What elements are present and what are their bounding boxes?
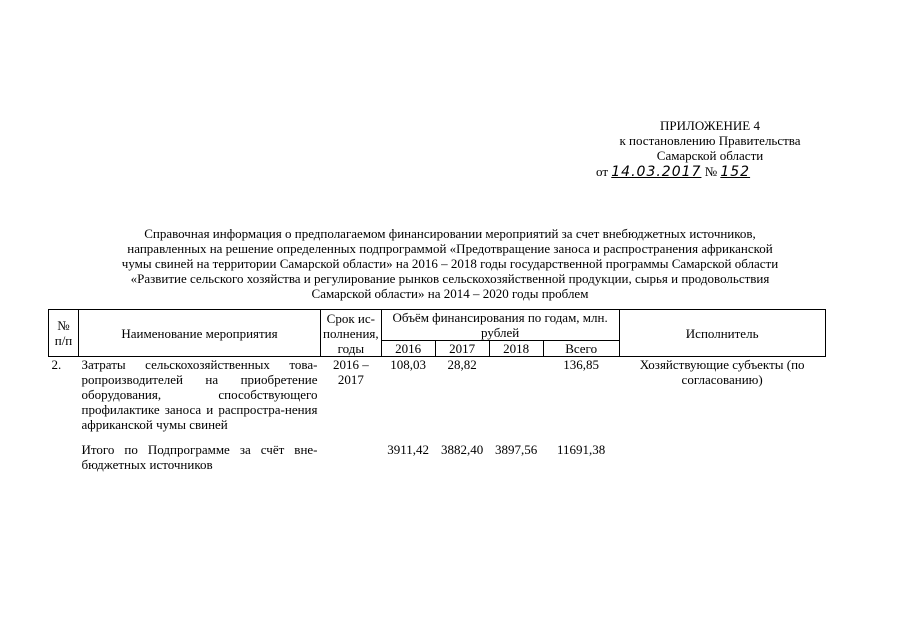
table-row bbox=[49, 357, 826, 433]
row-name: Итого по Подпрограмме за счёт вне-бюджетных источников bbox=[81, 442, 318, 472]
date-prefix: от bbox=[596, 164, 609, 179]
header-num: № п/п bbox=[49, 310, 79, 357]
row-num: 2. bbox=[51, 357, 62, 372]
header-total: Всего bbox=[543, 341, 619, 357]
row-spacer bbox=[49, 432, 826, 442]
appendix-line-2: Самарской области bbox=[656, 148, 764, 163]
document-title bbox=[40, 226, 860, 301]
title-line: Самарской области» на 2014 – 2020 годы проблем bbox=[311, 286, 589, 301]
handwritten-date: 14.03.2017 bbox=[611, 164, 702, 180]
row-term: 2016 – 2017 bbox=[332, 357, 369, 387]
row-2018 bbox=[489, 357, 543, 433]
header-year-2016: 2016 bbox=[381, 341, 435, 357]
row-executor bbox=[619, 442, 825, 472]
header-executor: Исполнитель bbox=[619, 310, 825, 357]
row-2017: 28,82 bbox=[447, 357, 477, 372]
row-2017: 3882,40 bbox=[441, 442, 484, 457]
handwritten-number: 152 bbox=[720, 164, 751, 180]
title-line: Справочная информация о предполагаемом финансировании мероприятий за счет внебюджетных источников, bbox=[144, 226, 756, 241]
appendix-line-1: к постановлению Правительства bbox=[619, 133, 801, 148]
header-year-2017: 2017 bbox=[435, 341, 489, 357]
row-term bbox=[321, 442, 382, 472]
title-line: чумы свиней на территории Самарской области» на 2016 – 2018 годы государственной программы Самарской области bbox=[121, 256, 779, 271]
header-term: Срок ис-полнения, годы bbox=[321, 310, 382, 357]
title-line: «Развитие сельского хозяйства и регулирование рынков сельскохозяйственной продукции, сырья и продовольствия bbox=[130, 271, 770, 286]
title-line: направленных на решение определенных подпрограммой «Предотвращение заноса и распространения африканской bbox=[127, 241, 773, 256]
header-funding: Объём финансирования по годам, млн. рублей bbox=[381, 310, 619, 341]
row-2016: 108,03 bbox=[390, 357, 427, 372]
row-name: Затраты сельскохозяйственных това-ропроизводителей на приобретение оборудования, способствующего профилактике заноса и распростра-нения африканской чумы свиней bbox=[81, 357, 318, 432]
header-name: Наименование мероприятия bbox=[79, 310, 321, 357]
appendix-title: ПРИЛОЖЕНИЕ 4 bbox=[660, 118, 760, 133]
number-prefix: № bbox=[704, 164, 718, 179]
row-2016: 3911,42 bbox=[387, 442, 430, 457]
appendix-date-line bbox=[560, 164, 860, 180]
financing-table bbox=[48, 309, 826, 472]
row-num bbox=[49, 442, 79, 472]
row-total: 136,85 bbox=[563, 357, 600, 372]
row-executor: Хозяйствующие субъекты (по согласованию) bbox=[639, 357, 805, 387]
header-year-2018: 2018 bbox=[489, 341, 543, 357]
row-total: 11691,38 bbox=[557, 442, 606, 457]
table-row bbox=[49, 442, 826, 472]
row-2018: 3897,56 bbox=[495, 442, 538, 457]
appendix-header bbox=[560, 118, 860, 180]
